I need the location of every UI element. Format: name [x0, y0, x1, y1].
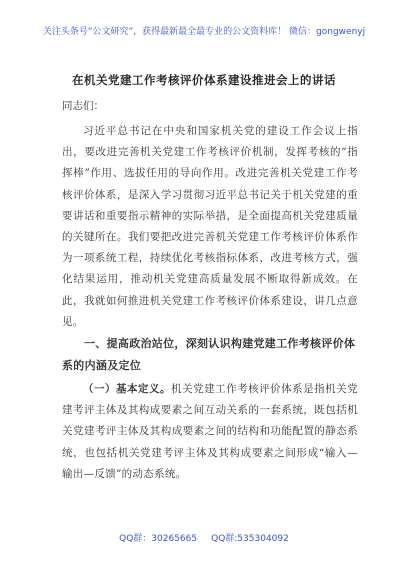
- footer: [0, 533, 408, 545]
- footer-qq-group-2: QQ群:535304092: [211, 534, 289, 544]
- subsection-text: 机关党建工作考核评价体系是指机关党建考评主体及其构成要素之间互动关系的一套系统，既包括机关党建考评主体及其构成要素之间的结构和功能配置的静态系统，也包括机关党建考评主体及其构成要素之间形成“输入—输出—反馈”的动态系统。: [62, 383, 358, 480]
- document-title: 在机关党建工作考核评价体系建设推进会上的讲话: [72, 73, 336, 87]
- section-heading-1: 一、提高政治站位，深刻认识构建党建工作考核评价体系的内涵及定位: [62, 337, 356, 372]
- header-banner: 关注头条号“公文研究”，获得最新最全最专业的公文资料库！ 微信：gongwenyj: [42, 27, 366, 37]
- greeting: 同志们：: [62, 100, 104, 112]
- footer-qq-group-1: QQ群：30265665: [119, 534, 198, 544]
- subsection-lead: （一）基本定义。: [83, 383, 172, 395]
- subsection-paragraph-1: [62, 379, 358, 485]
- intro-paragraph: 习近平总书记在中央和国家机关党的建设工作会议上指出，要改进完善机关党建工作考核评价机制，发挥考核的“指挥棒”作用、选拔任用的导向作用。改进完善机关党建工作考核评价体系，是深入学习贯彻习近平总书记关于机关党建的重要讲话和重要指示精神的实际举措，是全面提高机关党建质量的关键所在。我们要把改进完善机关党建工作考核评价体系作为一项系统工程，持续优化考核指标体系，改进考核方式，强化结果运用，推动机关党建高质量发展不断取得新成效。在此，我就如何推进机关党建工作考核评价体系建设，讲几点意见。: [62, 125, 358, 328]
